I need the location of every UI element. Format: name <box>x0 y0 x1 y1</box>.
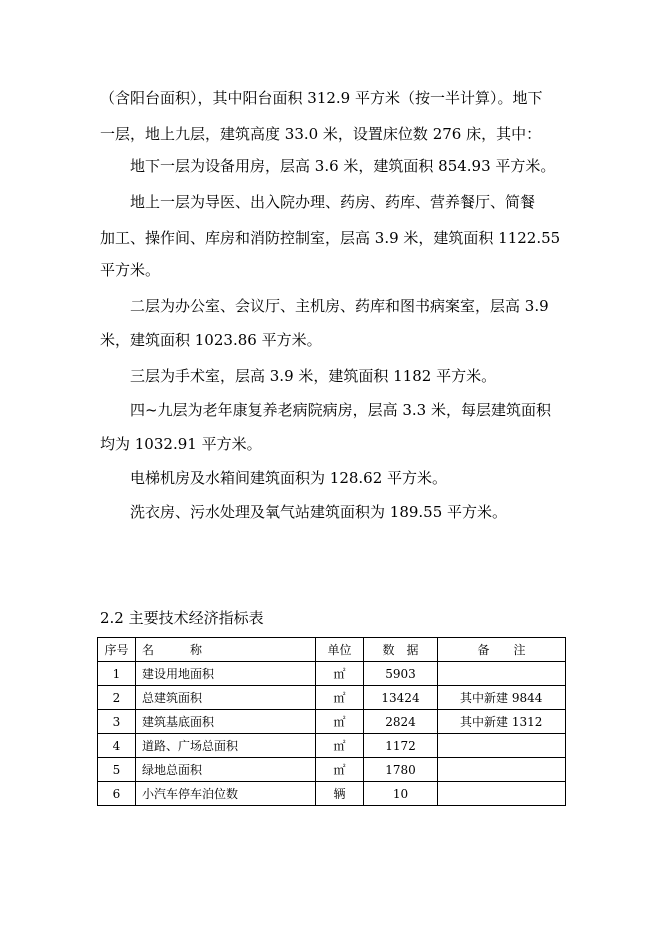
paragraph-1-line-1: （含阳台面积），其中阳台面积 312.9 平方米（按一半计算）。地下 <box>100 89 543 107</box>
cell-seq: 3 <box>98 710 136 734</box>
economic-indicators-table <box>97 637 566 806</box>
cell-seq: 1 <box>98 662 136 686</box>
cell-data: 10 <box>364 782 438 806</box>
table-row <box>98 710 566 734</box>
table-header-row <box>98 638 566 662</box>
cell-unit: ㎡ <box>316 662 364 686</box>
cell-seq: 5 <box>98 758 136 782</box>
paragraph-floor4-9-line-2: 均为 1032.91 平方米。 <box>100 435 262 453</box>
cell-name: 绿地总面积 <box>136 758 316 782</box>
cell-name: 小汽车停车泊位数 <box>136 782 316 806</box>
paragraph-basement: 地下一层为设备用房，层高 3.6 米，建筑面积 854.93 平方米。 <box>130 157 556 175</box>
cell-data: 5903 <box>364 662 438 686</box>
cell-data: 1780 <box>364 758 438 782</box>
paragraph-floor4-9-line-1: 四~九层为老年康复养老病院病房，层高 3.3 米，每层建筑面积 <box>130 401 551 419</box>
table-row <box>98 782 566 806</box>
cell-note: 其中新建 1312 <box>438 710 566 734</box>
cell-note <box>438 758 566 782</box>
table-row <box>98 662 566 686</box>
cell-name: 建筑基底面积 <box>136 710 316 734</box>
cell-unit: ㎡ <box>316 686 364 710</box>
paragraph-floor1-line-3: 平方米。 <box>100 261 161 279</box>
cell-data: 13424 <box>364 686 438 710</box>
paragraph-floor2-line-2: 米，建筑面积 1023.86 平方米。 <box>100 331 322 349</box>
paragraph-floor3: 三层为手术室，层高 3.9 米，建筑面积 1182 平方米。 <box>130 367 497 385</box>
paragraph-elevator: 电梯机房及水箱间建筑面积为 128.62 平方米。 <box>130 469 448 487</box>
paragraph-floor2-line-1: 二层为办公室、会议厅、主机房、药库和图书病案室，层高 3.9 <box>130 297 549 315</box>
header-name: 名 称 <box>136 638 316 662</box>
cell-seq: 4 <box>98 734 136 758</box>
header-unit: 单位 <box>316 638 364 662</box>
cell-note <box>438 734 566 758</box>
cell-unit: ㎡ <box>316 710 364 734</box>
cell-data: 1172 <box>364 734 438 758</box>
table-row <box>98 758 566 782</box>
paragraph-1-line-2: 一层，地上九层，建筑高度 33.0 米，设置床位数 276 床，其中： <box>100 125 542 143</box>
table-row <box>98 686 566 710</box>
paragraph-laundry: 洗衣房、污水处理及氧气站建筑面积为 189.55 平方米。 <box>130 503 508 521</box>
cell-seq: 6 <box>98 782 136 806</box>
header-note: 备 注 <box>438 638 566 662</box>
cell-data: 2824 <box>364 710 438 734</box>
cell-note <box>438 782 566 806</box>
header-seq: 序号 <box>98 638 136 662</box>
cell-unit: 辆 <box>316 782 364 806</box>
paragraph-floor1-line-1: 地上一层为导医、出入院办理、药房、药库、营养餐厅、简餐 <box>130 193 536 211</box>
header-data: 数 据 <box>364 638 438 662</box>
cell-note: 其中新建 9844 <box>438 686 566 710</box>
cell-name: 道路、广场总面积 <box>136 734 316 758</box>
cell-unit: ㎡ <box>316 758 364 782</box>
cell-name: 建设用地面积 <box>136 662 316 686</box>
paragraph-floor1-line-2: 加工、操作间、库房和消防控制室，层高 3.9 米，建筑面积 1122.55 <box>100 229 561 247</box>
cell-unit: ㎡ <box>316 734 364 758</box>
table-title: 2.2 主要技术经济指标表 <box>100 609 264 627</box>
cell-name: 总建筑面积 <box>136 686 316 710</box>
table-row <box>98 734 566 758</box>
cell-note <box>438 662 566 686</box>
cell-seq: 2 <box>98 686 136 710</box>
